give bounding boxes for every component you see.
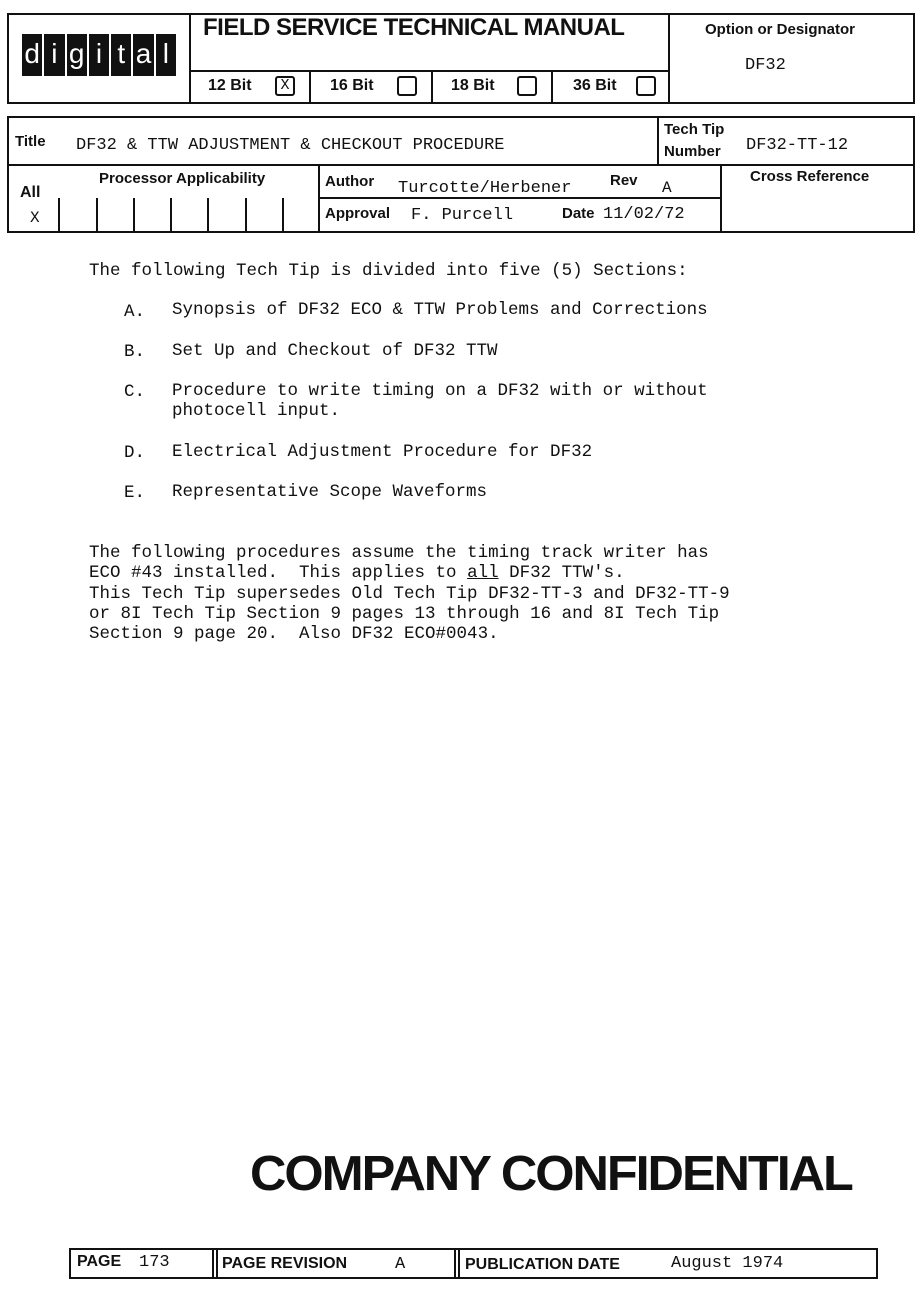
section-letter: C.	[124, 382, 146, 402]
page-label: PAGE	[77, 1253, 122, 1270]
approval-label: Approval	[325, 205, 391, 222]
rev-value: A	[662, 179, 672, 197]
processor-label: Processor Applicability	[99, 170, 266, 187]
page-value: 173	[139, 1253, 170, 1272]
procedures-line-2-end: DF32 TTW's.	[498, 563, 625, 583]
title-value: DF32 & TTW ADJUSTMENT & CHECKOUT PROCEDURE	[76, 136, 505, 155]
bit-checkbox-12[interactable]: X	[275, 76, 295, 96]
date-label: Date	[562, 205, 595, 222]
rev-label: Rev	[610, 172, 638, 189]
approval-value: F. Purcell	[411, 206, 514, 225]
page-revision-value: A	[395, 1255, 406, 1274]
section-letter: B.	[124, 342, 146, 362]
supersedes-paragraph: This Tech Tip supersedes Old Tech Tip DF32-TT-3 and DF32-TT-9 or 8I Tech Tip Section 9 pages 13 through 16 and 8I Tech Tip Section 9 page 20. Also DF32 ECO#0043.	[89, 584, 730, 644]
page-revision-label: PAGE REVISION	[222, 1255, 348, 1272]
section-text: Procedure to write timing on a DF32 with or without photocell input.	[172, 381, 708, 421]
section-letter: D.	[124, 443, 146, 463]
author-label: Author	[325, 173, 375, 190]
bit-checkbox-16[interactable]	[397, 76, 417, 96]
section-letter: A.	[124, 302, 146, 322]
section-text: Synopsis of DF32 ECO & TTW Problems and Corrections	[172, 300, 708, 320]
publication-date-value: August 1974	[671, 1254, 784, 1273]
logo-letter: g	[67, 34, 87, 76]
techtip-number-label: Number	[664, 143, 721, 160]
procedures-paragraph	[89, 523, 709, 583]
logo-letter: i	[89, 34, 109, 76]
author-value: Turcotte/Herbener	[398, 179, 572, 198]
logo-letter: d	[22, 34, 42, 76]
bit-label-12: 12 Bit	[208, 77, 252, 94]
section-text: Set Up and Checkout of DF32 TTW	[172, 341, 498, 361]
underlined-all: all	[467, 563, 499, 583]
techtip-value: DF32-TT-12	[746, 136, 849, 155]
section-text: Electrical Adjustment Procedure for DF32	[172, 442, 593, 462]
all-value: X	[30, 209, 40, 227]
section-text: Representative Scope Waveforms	[172, 482, 488, 502]
section-letter: E.	[124, 483, 146, 503]
logo-letter: i	[44, 34, 64, 76]
manual-title: FIELD SERVICE TECHNICAL MANUAL	[203, 14, 625, 41]
logo-letter: l	[156, 34, 176, 76]
procedures-line-1: The following procedures assume the timing track writer has	[89, 543, 709, 563]
title-label: Title	[15, 133, 46, 150]
bit-label-16: 16 Bit	[330, 77, 374, 94]
all-label: All	[20, 184, 41, 201]
option-value: DF32	[745, 56, 786, 75]
procedures-line-2-start: ECO #43 installed. This applies to	[89, 563, 468, 583]
techtip-label: Tech Tip	[664, 121, 725, 138]
date-value: 11/02/72	[603, 205, 685, 224]
logo-letter: a	[133, 34, 153, 76]
logo-letter: t	[111, 34, 131, 76]
bit-label-36: 36 Bit	[573, 77, 617, 94]
bit-checkbox-18[interactable]	[517, 76, 537, 96]
publication-date-label: PUBLICATION DATE	[465, 1256, 620, 1273]
bit-label-18: 18 Bit	[451, 77, 495, 94]
intro-text: The following Tech Tip is divided into five (5) Sections:	[89, 261, 688, 281]
option-label: Option or Designator	[705, 21, 855, 38]
company-confidential-stamp: COMPANY CONFIDENTIAL	[250, 1147, 852, 1201]
crossref-label: Cross Reference	[750, 168, 870, 185]
bit-checkbox-36[interactable]	[636, 76, 656, 96]
